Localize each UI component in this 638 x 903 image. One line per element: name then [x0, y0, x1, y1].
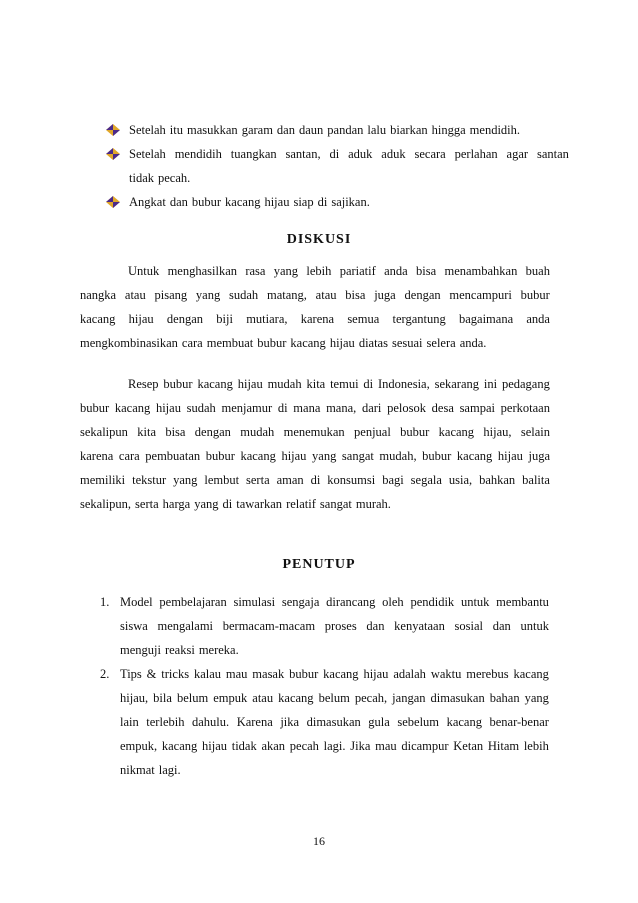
text-line: Tips & tricks kalau mau masak bubur kacang hijau adalah waktu merebus kacang — [120, 667, 549, 681]
text-line: lain terlebih dahulu. Karena jika dimasukan gula sebelum kacang benar-benar — [120, 715, 549, 729]
text-line: kacang hijau dengan biji mutiara, karena semua tergantung bagaimana anda — [80, 312, 550, 326]
bullet-text — [129, 142, 569, 190]
text-line: tidak pecah. — [129, 171, 191, 185]
bullet-icon — [105, 123, 121, 137]
section-heading-penutup: PENUTUP — [282, 557, 356, 572]
text-line: empuk, kacang hijau tidak akan pecah lagi. Jika mau dicampur Ketan Hitam lebih — [120, 739, 549, 753]
text-line: Resep bubur kacang hijau mudah kita temui di Indonesia, sekarang ini pedagang — [128, 377, 550, 391]
text-line: sekalipun kita bisa dengan mudah menemukan penjual bubur kacang hijau, selain — [80, 425, 550, 439]
text-line: karena cara pembuatan bubur kacang hijau yang sangat mudah, bubur kacang hijau juga — [80, 449, 550, 463]
text-line: bubur kacang hijau sudah menjamur di mana mana, dari pelosok desa sampai perkotaan — [80, 401, 550, 415]
text-line: hijau, bila belum empuk atau kacang belum pecah, jangan dimasukan bahan yang — [120, 691, 549, 705]
paragraph-2 — [80, 372, 550, 516]
text-line: Model pembelajaran simulasi sengaja dirancang oleh pendidik untuk membantu — [120, 595, 549, 609]
text-line: menguji reaksi mereka. — [120, 643, 239, 657]
paragraph-1 — [80, 259, 550, 355]
text-line: siswa mengalami bermacam-macam proses dan kenyataan sosial dan untuk — [120, 619, 549, 633]
item-text — [120, 590, 549, 662]
text-line: nikmat lagi. — [120, 763, 181, 777]
text-line: Setelah itu masukkan garam dan daun pandan lalu biarkan hingga mendidih. — [129, 123, 521, 137]
bullet-text — [129, 118, 569, 142]
section-heading-diskusi: DISKUSI — [286, 232, 352, 247]
text-line: nangka atau pisang yang sudah matang, atau bisa juga dengan mencampuri bubur — [80, 288, 550, 302]
item-number: 2. — [100, 667, 110, 681]
text-line: sekalipun, serta harga yang di tawarkan relatif sangat murah. — [80, 497, 391, 511]
text-line: mengkombinasikan cara membuat bubur kacang hijau diatas sesuai selera anda. — [80, 336, 487, 350]
text-line: Untuk menghasilkan rasa yang lebih pariatif anda bisa menambahkan buah — [128, 264, 550, 278]
bullet-icon — [105, 195, 121, 209]
page-number: 16 — [313, 834, 325, 848]
item-text — [120, 662, 549, 782]
bullet-text — [129, 190, 569, 214]
bullet-icon — [105, 147, 121, 161]
item-number: 1. — [100, 595, 110, 609]
text-line: Setelah mendidih tuangkan santan, di aduk aduk secara perlahan agar santan — [129, 147, 569, 161]
text-line: Angkat dan bubur kacang hijau siap di sajikan. — [129, 195, 370, 209]
text-line: memiliki tekstur yang lembut serta aman di konsumsi bagi segala usia, bahkan balita — [80, 473, 550, 487]
